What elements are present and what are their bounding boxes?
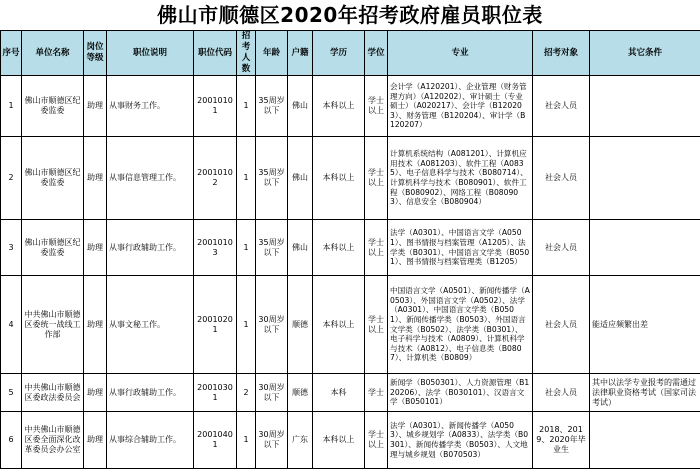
cell-target: 社会人员 [533,137,590,220]
cell-edu: 本科以上 [313,137,365,220]
header-code: 职位代码 [194,31,237,76]
header-desc: 职位说明 [107,31,194,76]
cell-age: 35周岁以下 [256,220,288,276]
cell-edu: 本科以上 [313,412,365,469]
cell-degree: 学士以上 [365,137,388,220]
cell-target: 2018、2019、2020年毕业生 [533,412,590,469]
cell-code: 20010301 [194,374,237,412]
cell-major: 法学（A0301）、新闻传播学（A0503）、城乡规划学（A0833）、法学类（B0301）、新闻传播学类（B0503）、人文地理与城乡规划（B070503） [388,412,533,469]
cell-degree: 学士以上 [365,220,388,276]
cell-seq: 1 [1,76,22,137]
cell-hukou: 佛山 [288,137,313,220]
cell-age: 35周岁以下 [256,137,288,220]
cell-unit: 中共佛山市顺德区委全面深化改革委员会办公室 [22,412,84,469]
cell-count: 1 [237,137,256,220]
cell-desc: 从事综合辅助工作。 [107,412,194,469]
header-other: 其它条件 [590,31,700,76]
cell-edu: 本科以上 [313,76,365,137]
cell-desc: 从事财务工作。 [107,76,194,137]
cell-age: 35周岁以下 [256,76,288,137]
cell-count: 1 [237,412,256,469]
cell-code: 20010401 [194,412,237,469]
cell-hukou: 顺德 [288,374,313,412]
cell-code: 20010201 [194,276,237,374]
cell-degree: 学士以上 [365,76,388,137]
table-row [1,220,700,276]
cell-count: 1 [237,276,256,374]
cell-unit: 中共佛山市顺德区委政法委员会 [22,374,84,412]
cell-target: 社会人员 [533,374,590,412]
table-row [1,276,700,374]
header-seq: 序号 [1,31,22,76]
header-age: 年龄 [256,31,288,76]
cell-unit: 佛山市顺德区纪委监委 [22,137,84,220]
cell-grade: 助理 [84,374,107,412]
cell-grade: 助理 [84,137,107,220]
cell-seq: 2 [1,137,22,220]
cell-grade: 助理 [84,276,107,374]
header-row [1,31,700,76]
job-table [0,30,700,469]
cell-major: 计算机系统结构（A081201）、计算机应用技术（A081203）、软件工程（A0835）、电子信息科学与技术（B080714）、计算机科学与技术（B080901）、软件工程（B080902）、网络工程（B080903）、信息安全（B080904） [388,137,533,220]
cell-desc: 从事信息管理工作。 [107,137,194,220]
cell-other [590,220,700,276]
table-row [1,76,700,137]
cell-target: 社会人员 [533,76,590,137]
cell-count: 1 [237,76,256,137]
header-grade: 岗位等级 [84,31,107,76]
cell-code: 20010103 [194,220,237,276]
cell-hukou: 佛山 [288,76,313,137]
cell-count: 2 [237,374,256,412]
cell-count: 1 [237,220,256,276]
header-hukou: 户籍 [288,31,313,76]
cell-seq: 6 [1,412,22,469]
cell-other [590,412,700,469]
cell-other: 能适应频繁出差 [590,276,700,374]
cell-edu: 本科以上 [313,220,365,276]
cell-desc: 从事行政辅助工作。 [107,374,194,412]
header-target: 招考对象 [533,31,590,76]
table-row [1,137,700,220]
cell-edu: 本科以上 [313,276,365,374]
cell-age: 30周岁以下 [256,374,288,412]
cell-grade: 助理 [84,412,107,469]
header-unit: 单位名称 [22,31,84,76]
cell-age: 30周岁以下 [256,412,288,469]
header-edu: 学历 [313,31,365,76]
cell-target: 社会人员 [533,220,590,276]
table-row [1,374,700,412]
cell-major: 会计学（A120201）、企业管理（财务管理方向）（A120202）、审计硕士（专业硕士）（A020217）、会计学（B120203）、财务管理（B120204）、审计学（B120207） [388,76,533,137]
cell-degree: 学士以上 [365,276,388,374]
cell-seq: 4 [1,276,22,374]
cell-edu: 本科 [313,374,365,412]
cell-other [590,137,700,220]
cell-unit: 佛山市顺德区纪委监委 [22,76,84,137]
cell-code: 20010102 [194,137,237,220]
cell-major: 新闻学（B050301）、人力资源管理（B120206）、法学（B030101）、汉语言文学（B050101） [388,374,533,412]
table-row [1,412,700,469]
cell-seq: 3 [1,220,22,276]
cell-degree: 学士 [365,374,388,412]
cell-degree: 学士以上 [365,412,388,469]
cell-major: 法学（A0301）、中国语言文学（A0501）、图书情报与档案管理（A1205）、法学类（B0301）、中国语言文学类（B0501）、图书情报与档案管理类（B1205） [388,220,533,276]
cell-unit: 中共佛山市顺德区委统一战线工作部 [22,276,84,374]
table-title: 佛山市顺德区2020年招考政府雇员职位表 [0,0,700,30]
cell-unit: 佛山市顺德区纪委监委 [22,220,84,276]
cell-major: 中国语言文学（A0501）、新闻传播学（A0503）、外国语言文学（A0502）、法学（A0301）、中国语言文学类（B0501）、新闻传播学类（B0503）、外国语言文学类（B0502）、法学类（B0301）、电子科学与技术（A0809）、计算机科学与技术（A0812）、电子信息类（B0807）、计算机类（B0809） [388,276,533,374]
cell-target: 社会人员 [533,276,590,374]
cell-grade: 助理 [84,76,107,137]
header-major: 专业 [388,31,533,76]
cell-grade: 助理 [84,220,107,276]
cell-age: 30周岁以下 [256,276,288,374]
cell-desc: 从事行政辅助工作。 [107,220,194,276]
cell-hukou: 广东 [288,412,313,469]
cell-other [590,76,700,137]
header-count: 招考人数 [237,31,256,76]
cell-hukou: 佛山 [288,220,313,276]
cell-hukou: 顺德 [288,276,313,374]
header-degree: 学位 [365,31,388,76]
cell-seq: 5 [1,374,22,412]
cell-code: 20010101 [194,76,237,137]
cell-other: 其中以法学专业报考的需通过法律职业资格考试（国家司法考试） [590,374,700,412]
cell-desc: 从事文秘工作。 [107,276,194,374]
